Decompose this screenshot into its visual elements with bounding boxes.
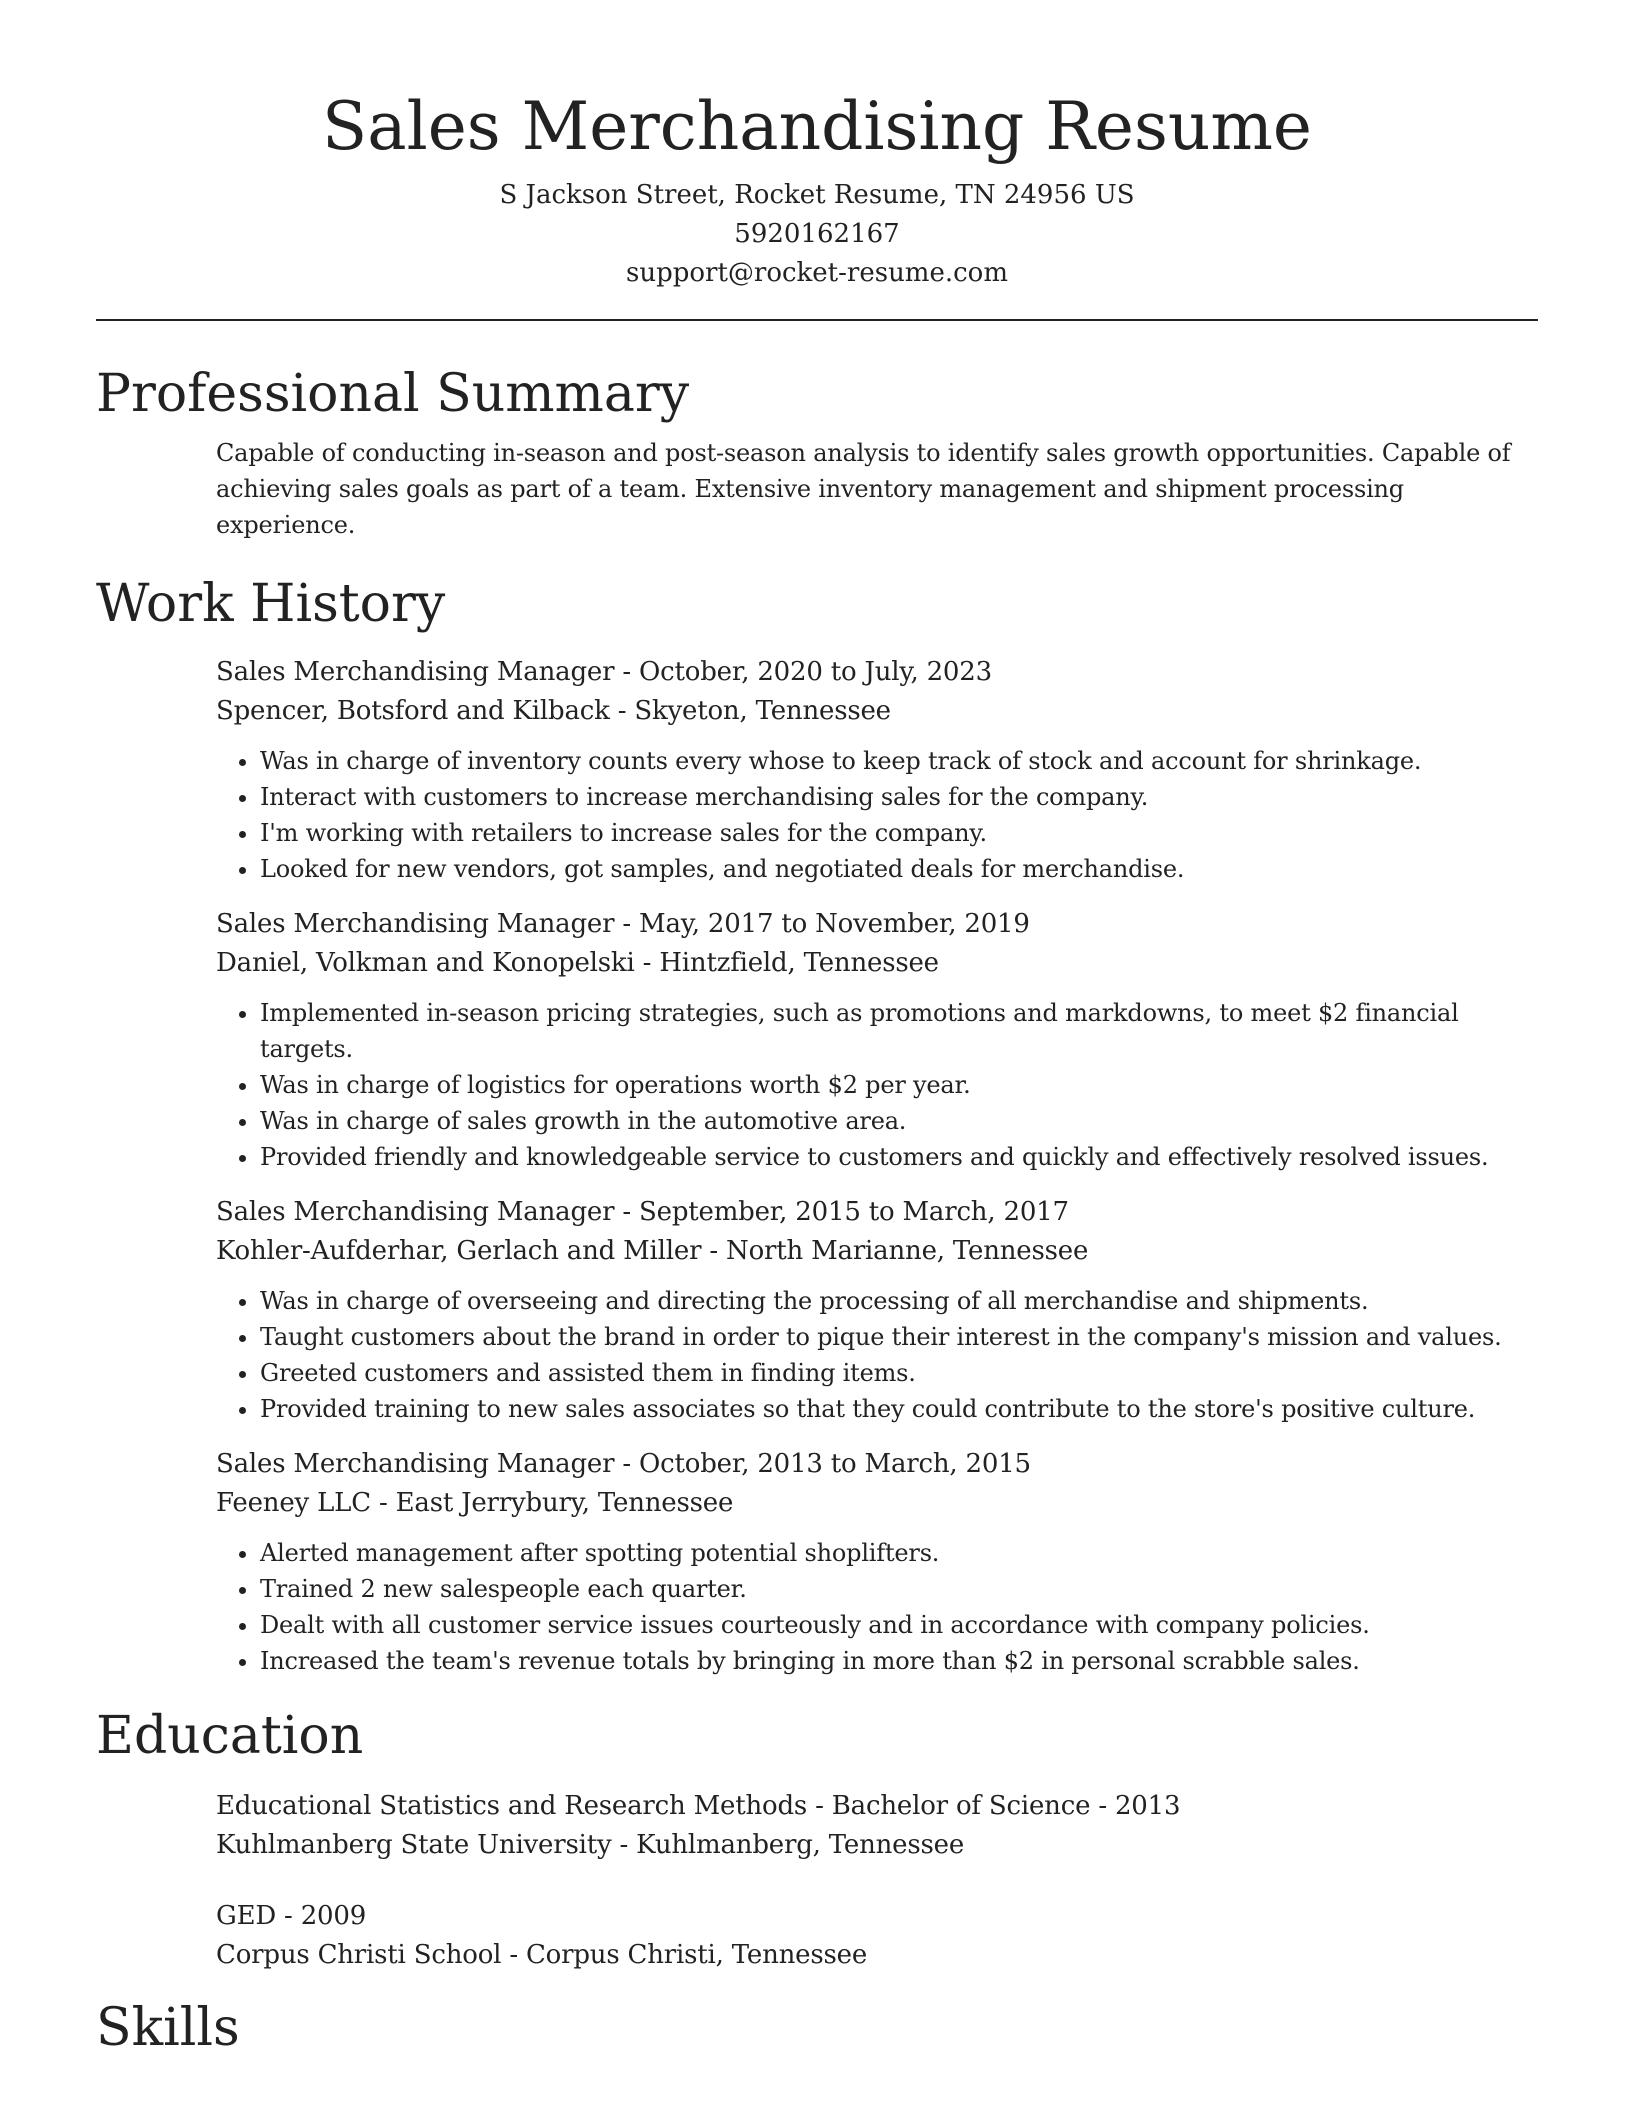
job-bullets [216,1283,1538,1427]
education-entry [216,1787,1538,1865]
resume-title: Sales Merchandising Resume [322,88,1312,165]
header-divider [96,319,1538,321]
education-list [216,1787,1538,1975]
job-bullet: • Interact with customers to increase merchandising sales for the company. [260,779,1538,815]
job-entry [216,1445,1538,1679]
job-bullet: • Was in charge of overseeing and directing the processing of all merchandise and shipments. [260,1283,1538,1319]
job-bullet: • I'm working with retailers to increase sales for the company. [260,815,1538,851]
education-degree-line: GED - 2009 [216,1901,367,1931]
job-bullet: • Increased the team's revenue totals by bringing in more than $2 in personal scrabble sales. [260,1643,1538,1679]
work-history-heading: Work History [96,574,446,634]
job-title-line: Sales Merchandising Manager - October, 2013 to March, 2015 [216,1449,1031,1479]
job-bullet: • Taught customers about the brand in order to pique their interest in the company's mission and values. [260,1319,1538,1355]
job-bullet: • Greeted customers and assisted them in finding items. [260,1355,1538,1391]
summary-section [96,361,1538,543]
contact-email: support@rocket-resume.com [625,258,1008,288]
skills-heading: Skills [96,1998,240,2058]
job-company-line: Spencer, Botsford and Kilback - Skyeton, Tennessee [216,696,891,726]
job-bullets [216,743,1538,887]
education-school-line: Kuhlmanberg State University - Kuhlmanberg, Tennessee [216,1830,965,1860]
education-entry [216,1897,1538,1975]
job-bullet: • Provided friendly and knowledgeable service to customers and quickly and effectively resolved issues. [260,1139,1538,1175]
skills-section [96,1995,1538,2061]
job-bullet: • Alerted management after spotting potential shoplifters. [260,1535,1538,1571]
job-bullets [216,1535,1538,1679]
job-company-line: Daniel, Volkman and Konopelski - Hintzfield, Tennessee [216,948,939,978]
job-bullet: • Provided training to new sales associates so that they could contribute to the store's positive culture. [260,1391,1538,1427]
education-section [96,1703,1538,1975]
job-entry [216,653,1538,887]
job-bullets [216,995,1538,1175]
job-company-line: Feeney LLC - East Jerrybury, Tennessee [216,1488,734,1518]
job-bullet: • Trained 2 new salespeople each quarter. [260,1571,1538,1607]
resume-page [96,0,1538,2112]
job-entry [216,905,1538,1175]
work-history-section [96,571,1538,1679]
job-bullet: • Was in charge of inventory counts every whose to keep track of stock and account for shrinkage. [260,743,1538,779]
job-bullet: • Was in charge of sales growth in the automotive area. [260,1103,1538,1139]
job-bullet: • Was in charge of logistics for operations worth $2 per year. [260,1067,1538,1103]
education-school-line: Corpus Christi School - Corpus Christi, Tennessee [216,1940,868,1970]
education-degree-line: Educational Statistics and Research Methods - Bachelor of Science - 2013 [216,1791,1181,1821]
job-bullet: • Looked for new vendors, got samples, and negotiated deals for merchandise. [260,851,1538,887]
contact-phone: 5920162167 [734,219,900,249]
summary-text: Capable of conducting in-season and post-season analysis to identify sales growth opportunities. Capable of achieving sales goals as part of a team. Extensive inventory management and shipment processing experience. [216,439,1511,539]
resume-header [96,0,1538,293]
education-heading: Education [96,1706,364,1766]
contact-info [96,176,1538,293]
job-bullet: • Implemented in-season pricing strategies, such as promotions and markdowns, to meet $2 financial targets. [260,995,1538,1067]
jobs-list [216,653,1538,1679]
job-bullet: • Dealt with all customer service issues courteously and in accordance with company policies. [260,1607,1538,1643]
contact-address: S Jackson Street, Rocket Resume, TN 24956 US [499,180,1135,210]
job-title-line: Sales Merchandising Manager - May, 2017 to November, 2019 [216,909,1030,939]
job-title-line: Sales Merchandising Manager - September, 2015 to March, 2017 [216,1197,1069,1227]
summary-heading: Professional Summary [96,364,690,424]
job-title-line: Sales Merchandising Manager - October, 2020 to July, 2023 [216,657,992,687]
job-company-line: Kohler-Aufderhar, Gerlach and Miller - North Marianne, Tennessee [216,1236,1089,1266]
job-entry [216,1193,1538,1427]
